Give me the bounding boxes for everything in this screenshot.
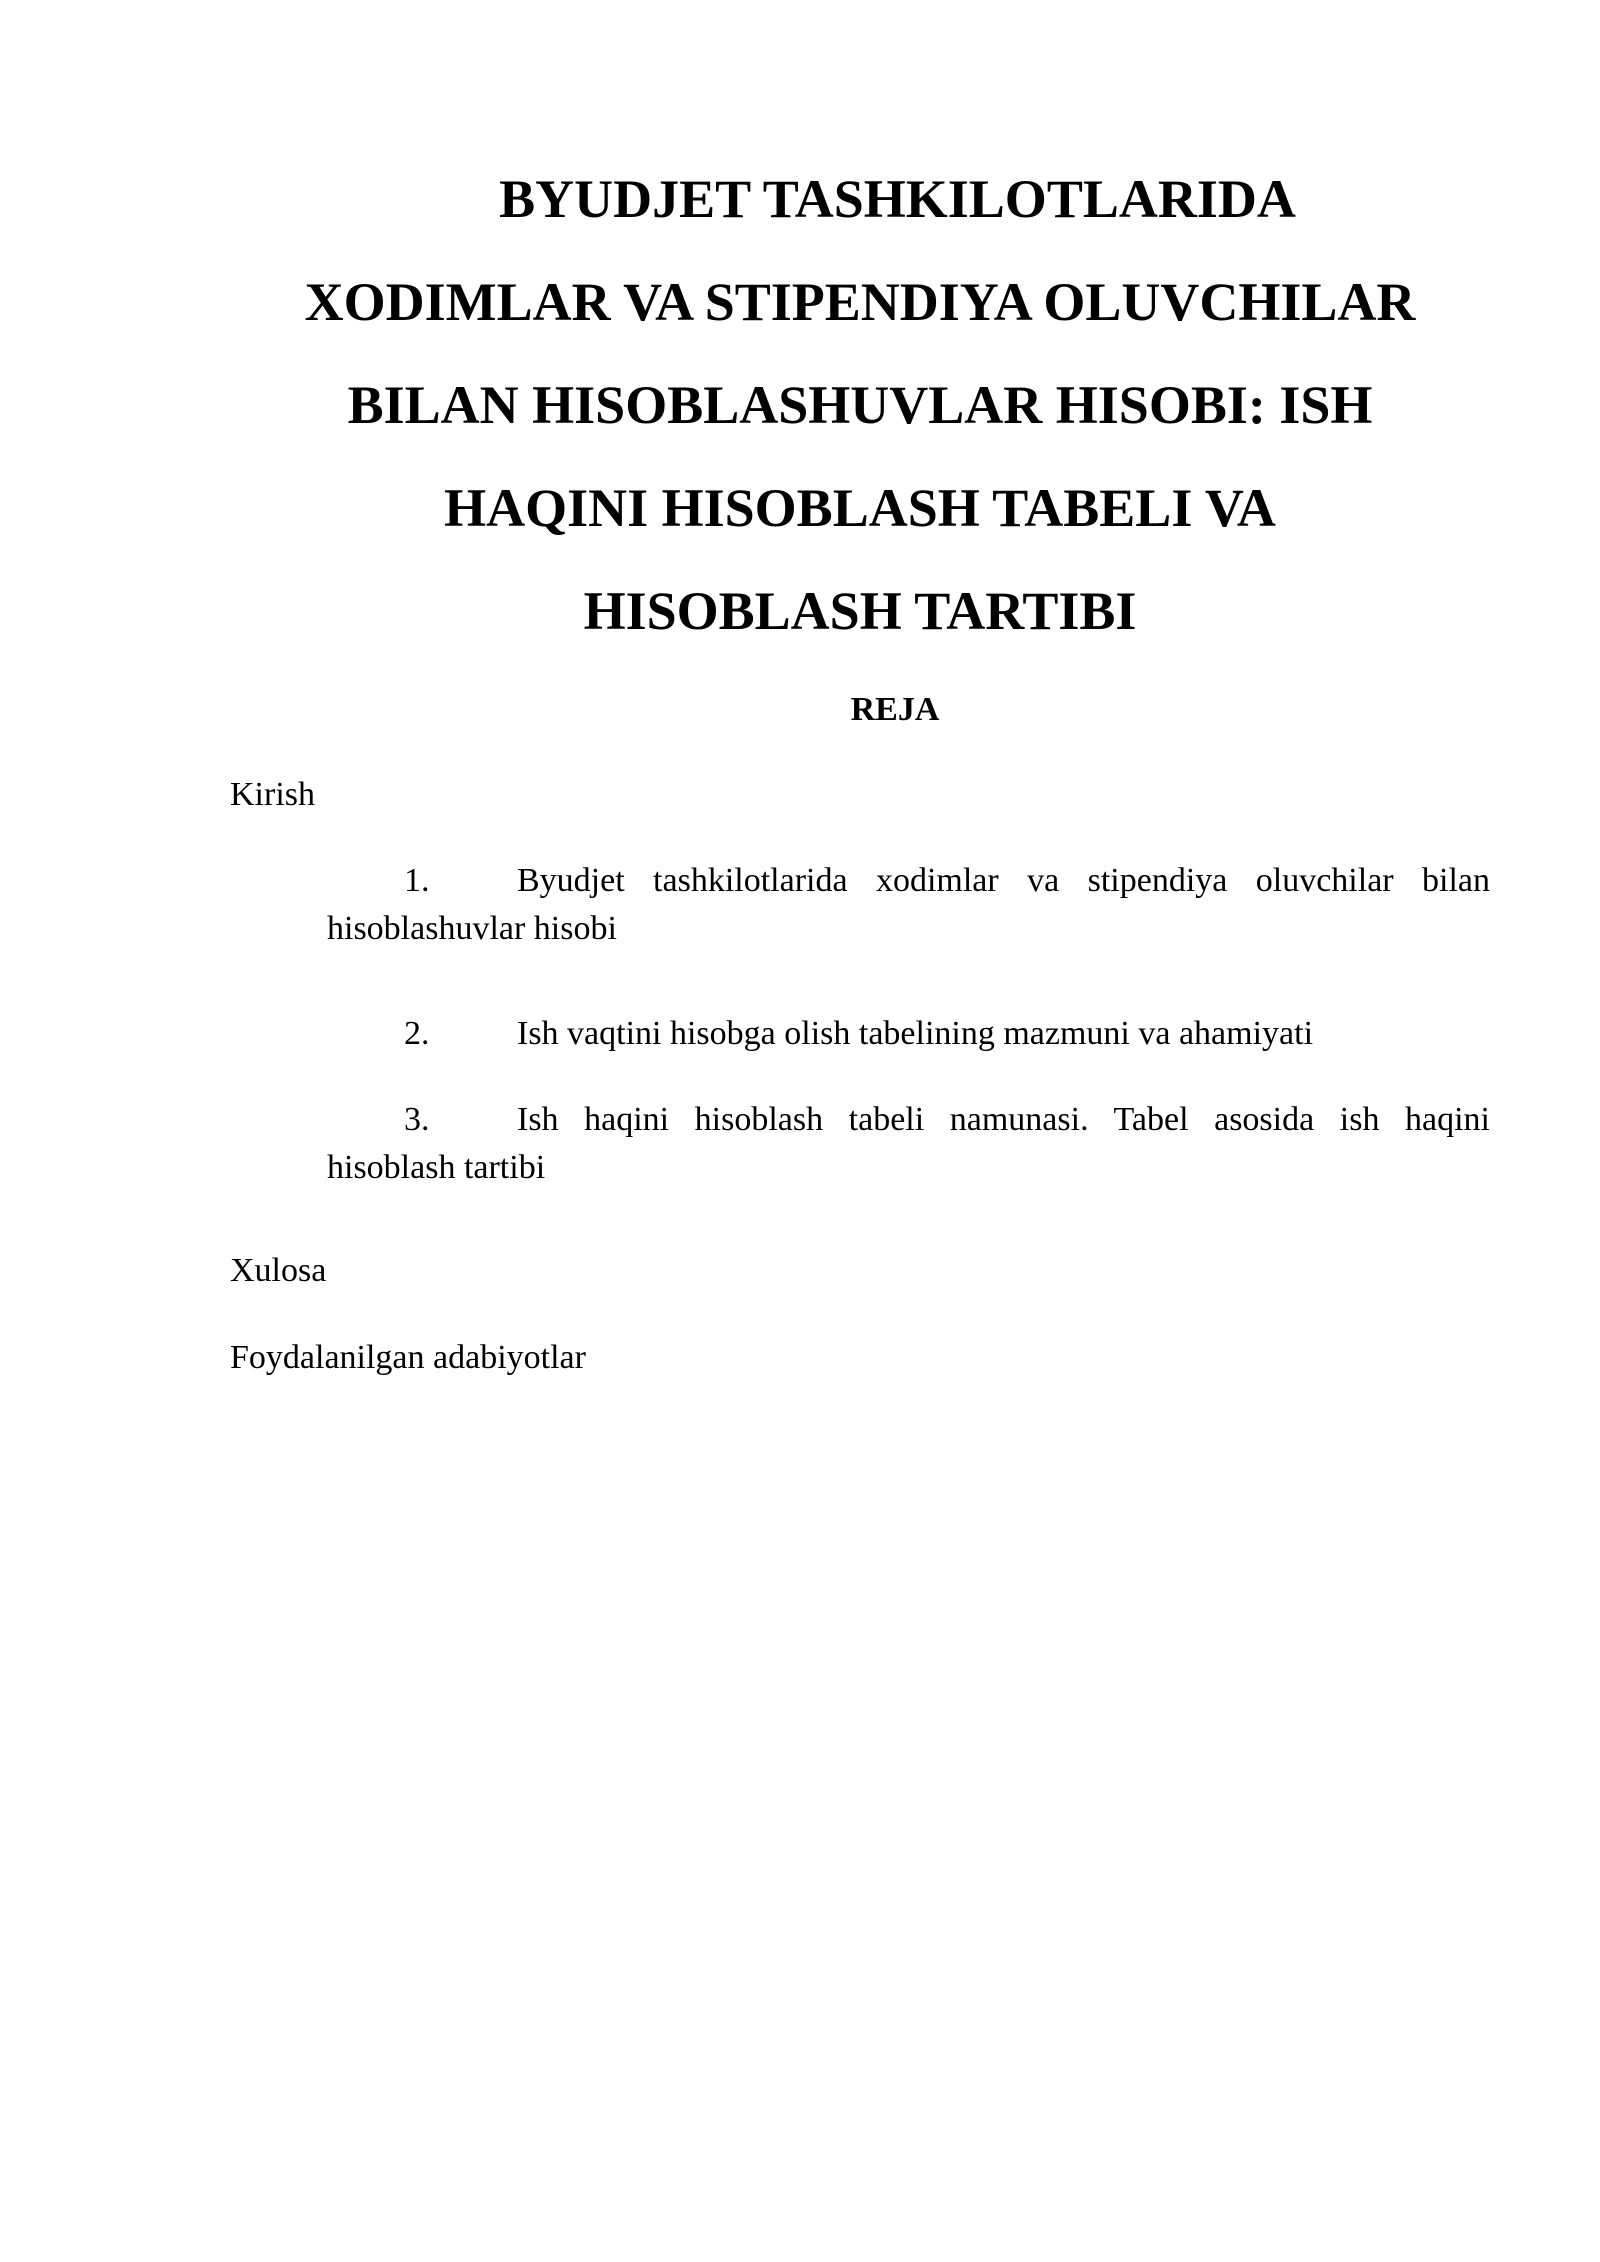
title-line-5: HISOBLASH TARTIBI	[583, 581, 1137, 641]
plan-heading: REJA	[850, 691, 940, 728]
plan-item-number: 3.	[404, 1101, 430, 1138]
plan-item-text: Byudjet tashkilotlarida xodimlar va stipendiya oluvchilar bilan hisoblashuvlar hisobi	[327, 862, 1490, 947]
plan-item-3	[327, 1096, 1490, 1192]
document-title	[230, 148, 1490, 663]
intro-text: Kirish	[230, 776, 315, 813]
title-line-3: BILAN HISOBLASHUVLAR HISOBI: ISH	[347, 375, 1373, 435]
plan-item-text: Ish haqini hisoblash tabeli namunasi. Tabel asosida ish haqini hisoblash tartibi	[327, 1101, 1490, 1186]
plan-item-number: 2.	[404, 1015, 430, 1052]
conclusion-text: Xulosa	[230, 1252, 327, 1289]
references-text: Foydalanilgan adabiyotlar	[230, 1339, 586, 1376]
plan-item-1	[327, 857, 1490, 953]
plan-item-number: 1.	[404, 862, 430, 899]
title-line-4: HAQINI HISOBLASH TABELI VA	[444, 478, 1276, 538]
plan-item-text: Ish vaqtini hisobga olish tabelining mazmuni va ahamiyati	[517, 1015, 1314, 1052]
title-line-1: BYUDJET TASHKILOTLARIDA	[499, 169, 1296, 229]
title-line-2: XODIMLAR VA STIPENDIYA OLUVCHILAR	[304, 272, 1416, 332]
plan-item-2	[327, 1010, 1490, 1058]
